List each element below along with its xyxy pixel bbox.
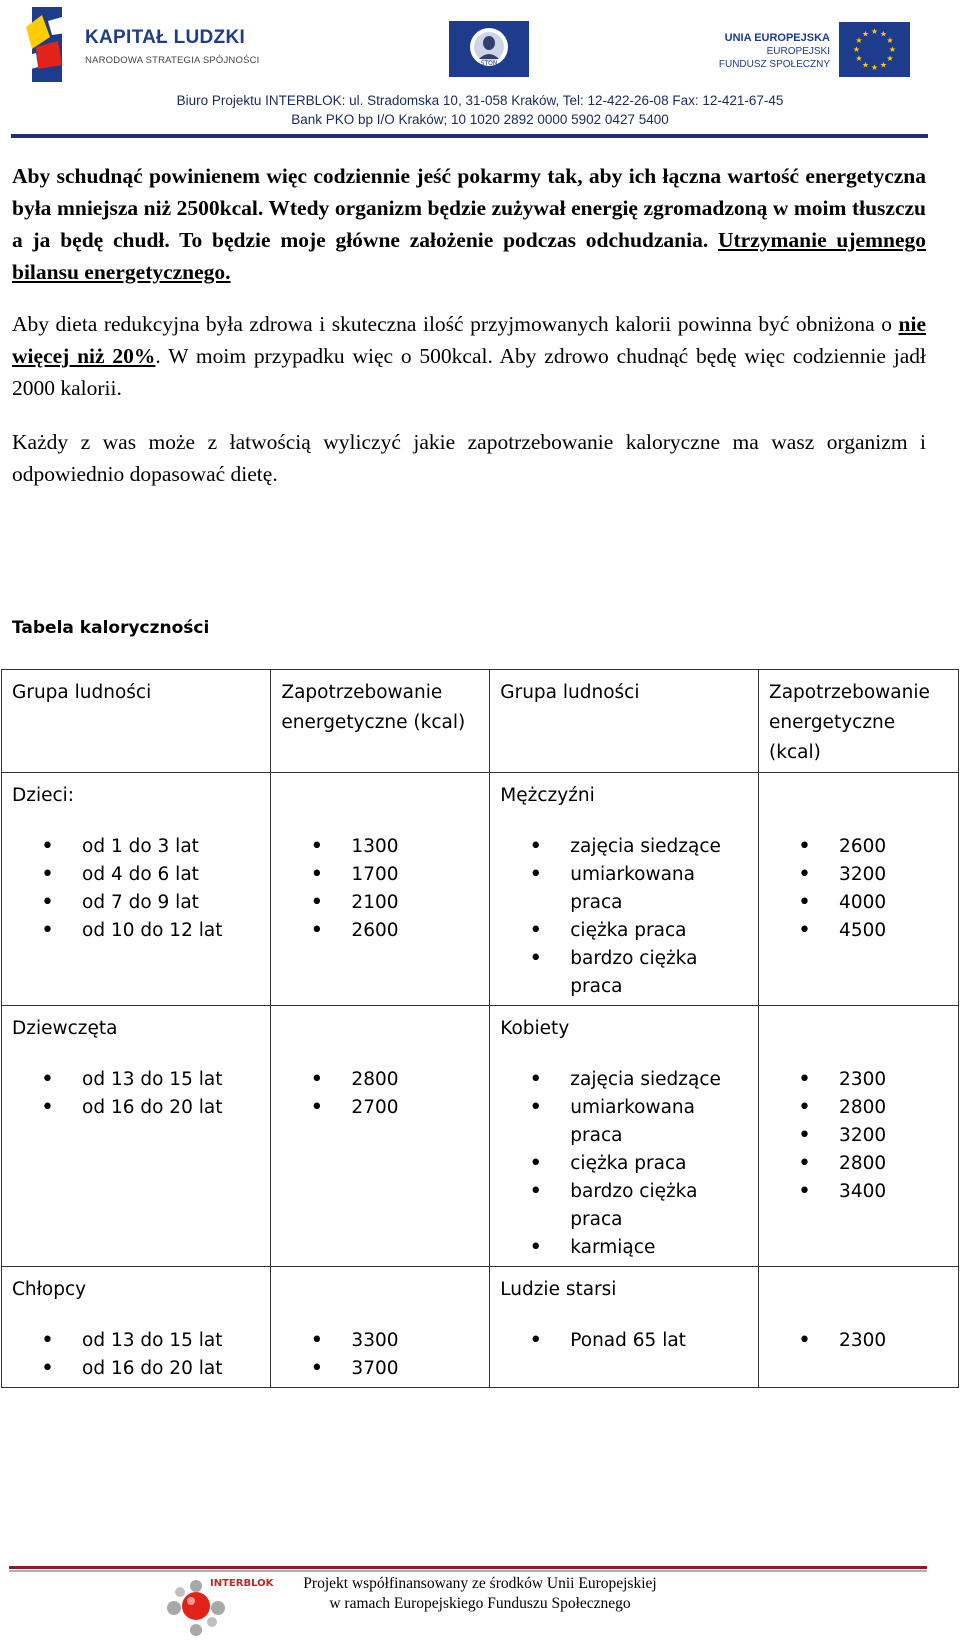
paragraph-3: Każdy z was może z łatwością wyliczyć jakie zapotrzebowanie kaloryczne ma wasz organizm i odpowiednio dopasować dietę. [12, 430, 926, 486]
svg-text:★: ★ [861, 29, 870, 39]
svg-text:★: ★ [855, 36, 863, 45]
group-label: Dzieci: [12, 785, 75, 806]
svg-text:★: ★ [870, 63, 879, 72]
value-list [769, 1327, 948, 1355]
kapital-ludzki-title: KAPITAŁ LUDZKI [85, 27, 246, 48]
value-cell [759, 1267, 959, 1388]
value-list [281, 1066, 479, 1122]
group-list [12, 1327, 260, 1383]
list-item: • od 13 do 15 lat [12, 1066, 260, 1094]
list-item: • karmiące [500, 1234, 748, 1262]
table-header-cell: Grupa ludności [490, 670, 759, 773]
group-label: Mężczyźni [500, 785, 595, 806]
list-item: • 2300 [769, 1327, 948, 1355]
ston-logo [449, 21, 529, 77]
table-title: Tabela kaloryczności [12, 618, 210, 638]
eu-logo-line2: EUROPEJSKI [766, 46, 830, 57]
group-cell [2, 1006, 271, 1267]
svg-text:★: ★ [870, 27, 879, 36]
group-cell [2, 1267, 271, 1388]
list-item: • bardzo ciężka praca [500, 1178, 748, 1234]
list-item: • 2300 [769, 1066, 948, 1094]
paragraph-1-underlined: Utrzymanie ujemnego bilansu energetycznego. [12, 228, 926, 284]
paragraph-2 [12, 308, 926, 404]
value-cell [759, 773, 959, 1006]
kapital-ludzki-emblem-icon [22, 7, 84, 82]
kapital-ludzki-logo [22, 7, 262, 82]
table-row [2, 773, 959, 1006]
svg-text:★: ★ [855, 54, 863, 63]
group-label: Kobiety [500, 1018, 570, 1039]
eu-logo-line3: FUNDUSZ SPOŁECZNY [718, 59, 830, 70]
paragraph-1-text: Aby schudnąć powinienem więc codziennie jeść pokarmy tak, aby ich łączna wartość energetyczna była mniejsza niż 2500kcal. Wtedy organizm będzie zużywał energię zgromadzoną w moim tłuszczu a ja będę chudł. To będzie moje główne założenie podczas odchudzania. [12, 164, 926, 252]
paragraph-2-text-a: Aby dieta redukcyjna była zdrowa i skuteczna ilość przyjmowanych kalorii powinna być obniżona o [12, 312, 899, 336]
value-cell [271, 1006, 490, 1267]
value-list [769, 833, 948, 945]
list-item: • bardzo ciężka praca [500, 945, 748, 1001]
list-item: • od 16 do 20 lat [12, 1094, 260, 1122]
list-item: • 3200 [769, 861, 948, 889]
page-header [0, 0, 960, 142]
list-item: • 2100 [281, 889, 479, 917]
interblok-logo-text: INTERBLOK [210, 1578, 274, 1589]
table-header-cell: Grupa ludności [2, 670, 271, 773]
list-item: • 1700 [281, 861, 479, 889]
group-label: Dziewczęta [12, 1018, 118, 1039]
svg-text:★: ★ [879, 29, 888, 39]
eu-logo [705, 22, 910, 80]
list-item: • umiarkowana praca [500, 861, 748, 917]
table-header-cell: Zapotrzebowanie energetyczne (kcal) [759, 670, 959, 773]
list-item: • ciężka praca [500, 1150, 748, 1178]
list-item: • 3200 [769, 1122, 948, 1150]
eu-flag-icon [839, 22, 910, 77]
group-cell [490, 773, 759, 1006]
value-cell [271, 1267, 490, 1388]
group-cell [490, 1267, 759, 1388]
list-item: • 2600 [281, 917, 479, 945]
group-label: Chłopcy [12, 1279, 87, 1300]
svg-text:★: ★ [886, 36, 894, 45]
eu-logo-line1: UNIA EUROPEJSKA [724, 32, 830, 44]
svg-text:★: ★ [879, 60, 888, 70]
group-label: Ludzie starsi [500, 1279, 617, 1300]
list-item: • zajęcia siedzące [500, 833, 748, 861]
list-item: • zajęcia siedzące [500, 1066, 748, 1094]
footer-divider-shadow [9, 1570, 927, 1572]
svg-text:★: ★ [861, 60, 870, 70]
table-header-row [2, 670, 959, 773]
list-item: • 3300 [281, 1327, 479, 1355]
value-cell [759, 1006, 959, 1267]
table-row [2, 1267, 959, 1388]
footer-text [255, 1574, 705, 1614]
calorie-table [1, 669, 959, 1388]
footer-divider [9, 1566, 927, 1569]
kapital-ludzki-subtitle: NARODOWA STRATEGIA SPÓJNOŚCI [85, 55, 260, 66]
body-text [12, 160, 926, 490]
ston-logo-text: STON [480, 60, 498, 67]
svg-text:★: ★ [852, 45, 861, 54]
value-list [281, 1327, 479, 1383]
value-list [769, 1066, 948, 1206]
footer-line-2: w ramach Europejskiego Funduszu Społecznego [329, 1595, 631, 1612]
list-item: • 3700 [281, 1355, 479, 1383]
page-footer [0, 1560, 960, 1638]
group-cell [490, 1006, 759, 1267]
list-item: • ciężka praca [500, 917, 748, 945]
list-item: • od 16 do 20 lat [12, 1355, 260, 1383]
list-item: • 2700 [281, 1094, 479, 1122]
group-list [500, 1066, 748, 1262]
list-item: • 2800 [281, 1066, 479, 1094]
list-item: • umiarkowana praca [500, 1094, 748, 1150]
header-divider [11, 134, 928, 138]
list-item: • 4000 [769, 889, 948, 917]
paragraph-2-text-b: . W moim przypadku więc o 500kcal. Aby zdrowo chudnąć będę więc codziennie jadł 2000 kalorii. [12, 344, 926, 400]
list-item: • od 10 do 12 lat [12, 917, 260, 945]
group-list [500, 1327, 748, 1355]
paragraph-2-emphasis: nie więcej niż 20% [12, 312, 926, 368]
group-list [500, 833, 748, 1001]
table-header-cell: Zapotrzebowanie energetyczne (kcal) [271, 670, 490, 773]
list-item: • 2800 [769, 1094, 948, 1122]
group-list [12, 1066, 260, 1122]
group-cell [2, 773, 271, 1006]
footer-line-1: Projekt współfinansowany ze środków Unii Europejskiej [303, 1575, 657, 1592]
list-item: • od 4 do 6 lat [12, 861, 260, 889]
svg-text:★: ★ [888, 45, 897, 54]
header-bank-account: Bank PKO bp I/O Kraków; 10 1020 2892 0000 5902 0427 5400 [291, 112, 669, 127]
list-item: • 2600 [769, 833, 948, 861]
group-list [12, 833, 260, 945]
list-item: • 3400 [769, 1178, 948, 1206]
list-item: • 2800 [769, 1150, 948, 1178]
svg-text:★: ★ [886, 54, 894, 63]
list-item: • Ponad 65 lat [500, 1327, 748, 1355]
list-item: • 1300 [281, 833, 479, 861]
value-list [281, 833, 479, 945]
table-row [2, 1006, 959, 1267]
paragraph-1 [12, 160, 926, 288]
value-cell [271, 773, 490, 1006]
header-address: Biuro Projektu INTERBLOK: ul. Stradomska 10, 31-058 Kraków, Tel: 12-422-26-08 Fax: 12-421-67-45 [176, 93, 784, 108]
list-item: • od 7 do 9 lat [12, 889, 260, 917]
list-item: • od 13 do 15 lat [12, 1327, 260, 1355]
list-item: • 4500 [769, 917, 948, 945]
list-item: • od 1 do 3 lat [12, 833, 260, 861]
